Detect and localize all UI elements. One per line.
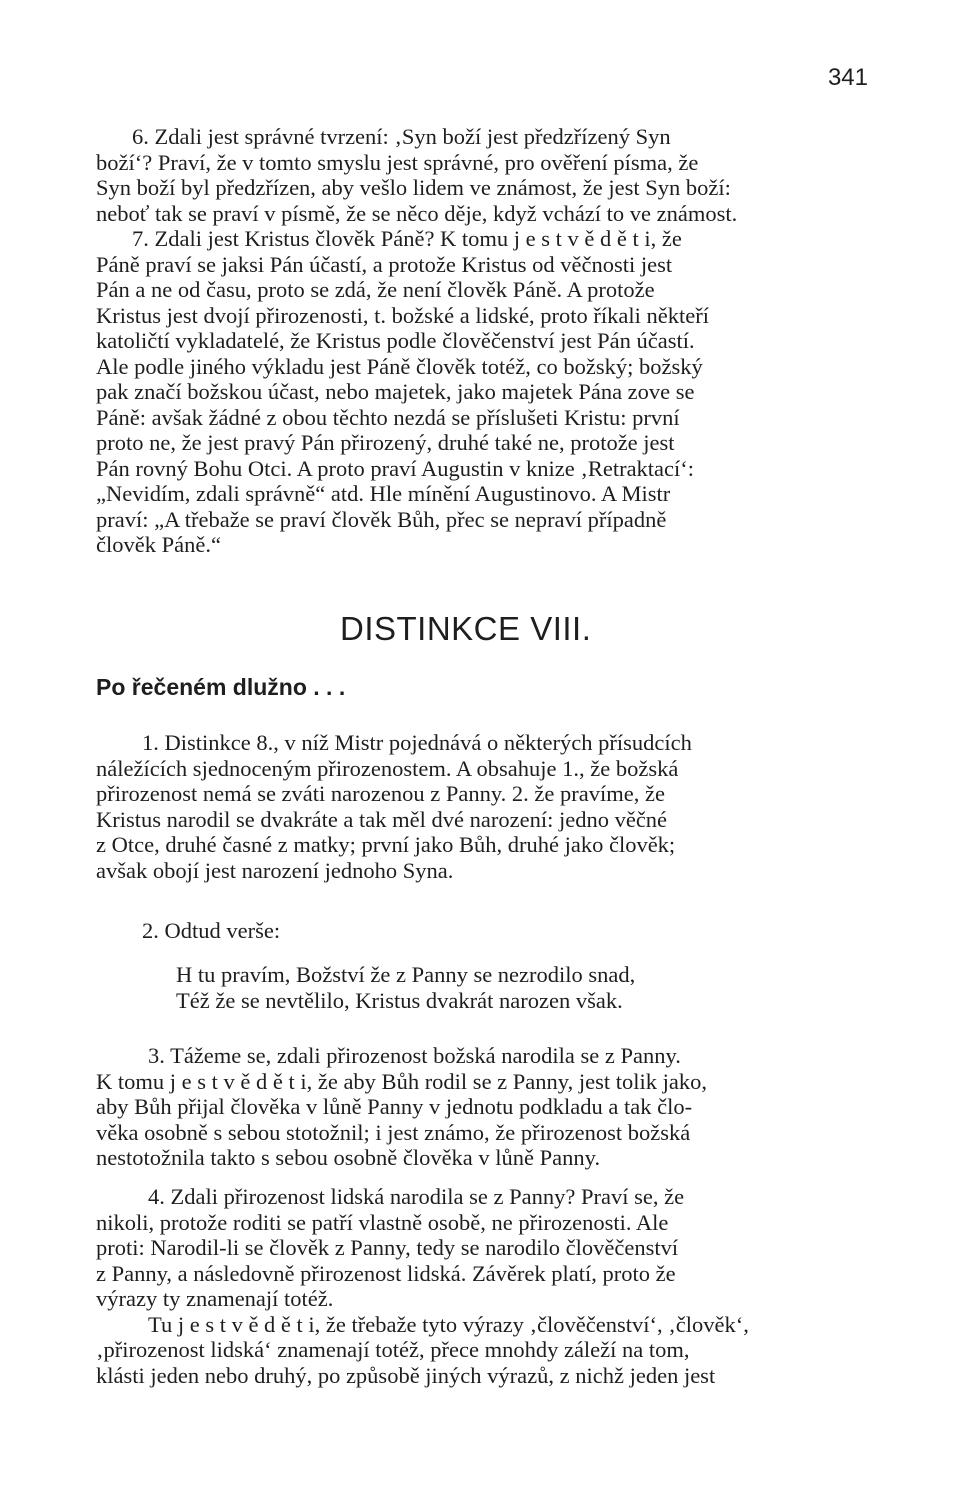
text-line: Páně: avšak žádné z obou těchto nezdá se příslušeti Kristu: první <box>96 404 680 430</box>
distinction-heading: DISTINKCE VIII. <box>340 610 592 647</box>
text-line: Páně praví se jaksi Pán účastí, a protože Kristus od věčnosti jest <box>96 251 673 277</box>
text-line: nestotožnila takto s sebou osobně člověka v lůně Panny. <box>96 1145 601 1170</box>
text-line: proto ne, že jest pravý Pán přirozený, druhé také ne, protože jest <box>96 430 675 455</box>
text-line: z Panny, a následovně přirozenost lidská. Závěrek platí, proto že <box>96 1260 676 1286</box>
text-line: aby Bůh přijal člověka v lůně Panny v jednotu podkladu a tak člo- <box>96 1094 693 1119</box>
text-line: Kristus narodil se dvakráte a tak měl dvé narození: jedno věčné <box>96 806 668 832</box>
text-line: Pán rovný Bohu Otci. A proto praví Augustin v knize ‚Retraktací‘: <box>96 455 695 481</box>
text-line: 6. Zdali jest správné tvrzení: ‚Syn boží jest předzřízený Syn <box>132 124 671 149</box>
verse-block <box>176 962 876 1014</box>
text-line: náležících sjednoceným přirozenostem. A obsahuje 1., že božská <box>96 755 679 781</box>
text-line: Pán a ne od času, proto se zdá, že není člověk Páně. A protože <box>96 277 655 302</box>
verse-line: H tu pravím, Božství že z Panny se nezrodilo snad, <box>176 962 636 987</box>
text-line: K tomu j e s t v ě d ě t i, že aby Bůh rodil se z Panny, jest tolik jako, <box>96 1068 707 1094</box>
text-line: proti: Narodil-li se člověk z Panny, tedy se narodilo člověčenství <box>96 1235 679 1260</box>
section-four-paragraph <box>96 1184 874 1388</box>
page-number: 341 <box>827 64 868 91</box>
text-line: člověk Páně.“ <box>96 532 221 557</box>
text-line: Syn boží byl předzřízen, aby vešlo lidem ve známost, že jest Syn boží: <box>96 175 731 200</box>
text-line: nikoli, protože roditi se patří vlastně osobě, ne přirozenosti. Ale <box>96 1209 669 1235</box>
text-line: „Nevidím, zdali správně“ atd. Hle mínění Augustinovo. A Mistr <box>96 481 671 506</box>
text-line: 4. Zdali přirozenost lidská narodila se z Panny? Praví se, že <box>148 1184 685 1209</box>
text-line: Kristus jest dvojí přirozenosti, t. božské a lidské, proto říkali někteří <box>96 302 710 328</box>
text-line: katoličtí vykladatelé, že Kristus podle člověčenství jest Pán účastí. <box>96 328 695 353</box>
text-line: avšak obojí jest narození jednoho Syna. <box>96 857 454 883</box>
text-line: Ale podle jiného výkladu jest Páně člověk totéž, co božský; božský <box>96 353 703 379</box>
text-line: 2. Odtud verše: <box>142 918 281 943</box>
section-six-paragraph <box>96 124 874 558</box>
section-three-paragraph <box>96 1043 874 1171</box>
text-line: ‚přirozenost lidská‘ znamenají totéž, přece mnohdy záleží na tom, <box>96 1337 690 1362</box>
text-line: přirozenost nemá se zváti narozenou z Panny. 2. že pravíme, že <box>96 781 665 806</box>
text-line: neboť tak se praví v písmě, že se něco děje, když vchází to ve známost. <box>96 200 738 226</box>
text-line: klásti jeden nebo druhý, po způsobě jiných výrazů, z nichž jeden jest <box>96 1362 716 1388</box>
subheading: Po řečeném dlužno . . . <box>96 674 346 700</box>
text-line: 3. Tážeme se, zdali přirozenost božská narodila se z Panny. <box>148 1043 681 1068</box>
text-line: Tu j e s t v ě d ě t i, že třebaže tyto výrazy ‚člověčenství‘, ‚člověk‘, <box>148 1311 749 1337</box>
section-one-paragraph <box>96 730 874 883</box>
text-line: pak značí božskou účast, nebo majetek, jako majetek Pána zove se <box>96 379 695 404</box>
text-line: 7. Zdali jest Kristus člověk Páně? K tomu j e s t v ě d ě t i, že <box>132 226 682 251</box>
text-line: boží‘? Praví, že v tomto smyslu jest správné, pro ověření písma, že <box>96 149 699 175</box>
text-line: výrazy ty znamenají totéž. <box>96 1286 334 1311</box>
verse-line: Též že se nevtělilo, Kristus dvakrát narozen však. <box>176 988 623 1013</box>
text-line: z Otce, druhé časné z matky; první jako Bůh, druhé jako člověk; <box>96 832 676 857</box>
text-line: věka osobně s sebou stotožnil; i jest známo, že přirozenost božská <box>96 1119 691 1145</box>
section-two-label <box>142 918 542 944</box>
text-line: 1. Distinkce 8., v níž Mistr pojednává o některých přísudcích <box>142 730 692 755</box>
text-line: praví: „A třebaže se praví člověk Bůh, přec se nepraví případně <box>96 506 667 532</box>
